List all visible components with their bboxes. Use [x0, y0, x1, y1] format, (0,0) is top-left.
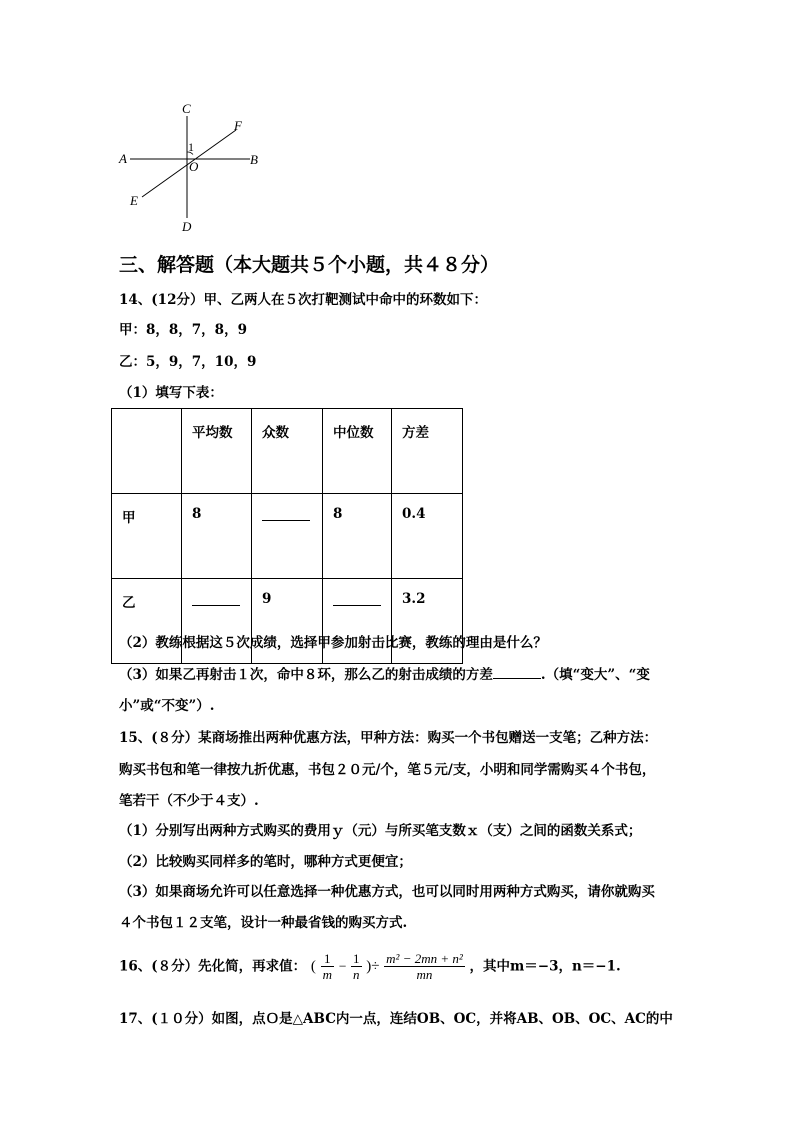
- q16-frac-1-over-m: [321, 951, 334, 982]
- frac-denominator: mn: [416, 967, 433, 982]
- q15-line3: 笔若干（不少于４支）.: [119, 793, 259, 809]
- answer-blank: [262, 506, 310, 521]
- cell-mean: 8: [182, 494, 252, 579]
- q16-suffix: ，其中m＝−3，n＝−1.: [469, 958, 621, 975]
- frac-denominator: m: [322, 967, 332, 982]
- q14-jia-scores: 甲：8，8，7，8，9: [119, 322, 247, 338]
- label-o: O: [189, 159, 199, 174]
- cell-median: 8: [323, 494, 392, 579]
- angle-figure: [110, 98, 270, 238]
- q16-line: [119, 951, 621, 982]
- q14-yi-scores: 乙：5，9，7，10，9: [119, 354, 257, 370]
- frac-numerator: m² − 2mn + n²: [386, 951, 463, 966]
- q14-part3-hint: .（填“变大”、“变: [540, 667, 650, 683]
- q17-line1: 17、(１０分）如图，点Ｏ是△ABC内一点，连结OB、OC，并将AB、OB、OC、AC的中: [119, 1011, 673, 1027]
- table-header-cell: 中位数: [323, 409, 392, 494]
- label-d: D: [182, 219, 192, 234]
- table-header-cell: 众数: [252, 409, 323, 494]
- frac-numerator: 1: [321, 951, 334, 967]
- q15-sub1: （1）分别写出两种方式购买的费用ｙ（元）与所买笔支数ｘ（支）之间的函数关系式；: [119, 823, 642, 839]
- frac-numerator: 1: [353, 951, 360, 966]
- q14-part3-line2: 小”或“不变”）.: [119, 698, 215, 714]
- q14-stem: 14、(12分）甲、乙两人在５次打靶测试中命中的环数如下：: [119, 292, 487, 308]
- section-title: 三、解答题（本大题共５个小题，共４８分）: [119, 254, 500, 276]
- table-header-cell: 方差: [392, 409, 463, 494]
- q16-close-div: )÷: [366, 958, 380, 975]
- answer-blank: [493, 664, 541, 679]
- q16-open-paren: (: [310, 958, 316, 975]
- q15-line2: 购买书包和笔一律按九折优惠，书包２０元/个，笔５元/支，小明和同学需购买４个书包，: [119, 762, 656, 778]
- q14-part2: （2）教练根据这５次成绩，选择甲参加射击比赛，教练的理由是什么？: [119, 635, 547, 651]
- label-b: B: [250, 152, 258, 167]
- q16-minus: −: [338, 958, 347, 974]
- row-name: 乙: [112, 579, 182, 664]
- table-row: [112, 494, 463, 579]
- answer-blank: [333, 591, 381, 606]
- answer-blank: [192, 591, 240, 606]
- q16-frac-1-over-n: [351, 951, 362, 982]
- label-1: 1: [188, 140, 194, 154]
- q15-sub2: （2）比较购买同样多的笔时，哪种方式更便宜；: [119, 854, 412, 870]
- label-a: A: [119, 151, 127, 166]
- table-header-cell: 平均数: [182, 409, 252, 494]
- table-header-row: [112, 409, 463, 494]
- q15-sub3a: （3）如果商场允许可以任意选择一种优惠方式，也可以同时用两种方式购买，请你就购买: [119, 884, 655, 900]
- cell-mode: 9: [252, 579, 323, 664]
- q15-sub3b: ４个书包１２支笔，设计一种最省钱的购买方式.: [119, 915, 408, 931]
- q14-part3-line1: [119, 664, 650, 685]
- q14-part1: （1）填写下表：: [119, 385, 223, 401]
- label-e: E: [130, 193, 138, 208]
- cell-variance: 0.4: [392, 494, 463, 579]
- frac-denominator: n: [353, 967, 360, 982]
- q16-frac-expression: [384, 951, 465, 982]
- table-header-cell: [112, 409, 182, 494]
- q15-line1: 15、(８分）某商场推出两种优惠方法，甲种方法：购买一个书包赠送一支笔；乙种方法：: [119, 730, 658, 746]
- q16-prefix: 16、(８分）先化简，再求值：: [119, 958, 307, 975]
- row-name: 甲: [112, 494, 182, 579]
- cell-variance: 3.2: [392, 579, 463, 664]
- label-f: F: [234, 118, 242, 133]
- label-c: C: [182, 101, 191, 116]
- q14-part3-text: （3）如果乙再射击１次，命中８环，那么乙的射击成绩的方差: [119, 667, 493, 683]
- cell-mode-blank: [252, 494, 323, 579]
- stats-table: [111, 408, 463, 664]
